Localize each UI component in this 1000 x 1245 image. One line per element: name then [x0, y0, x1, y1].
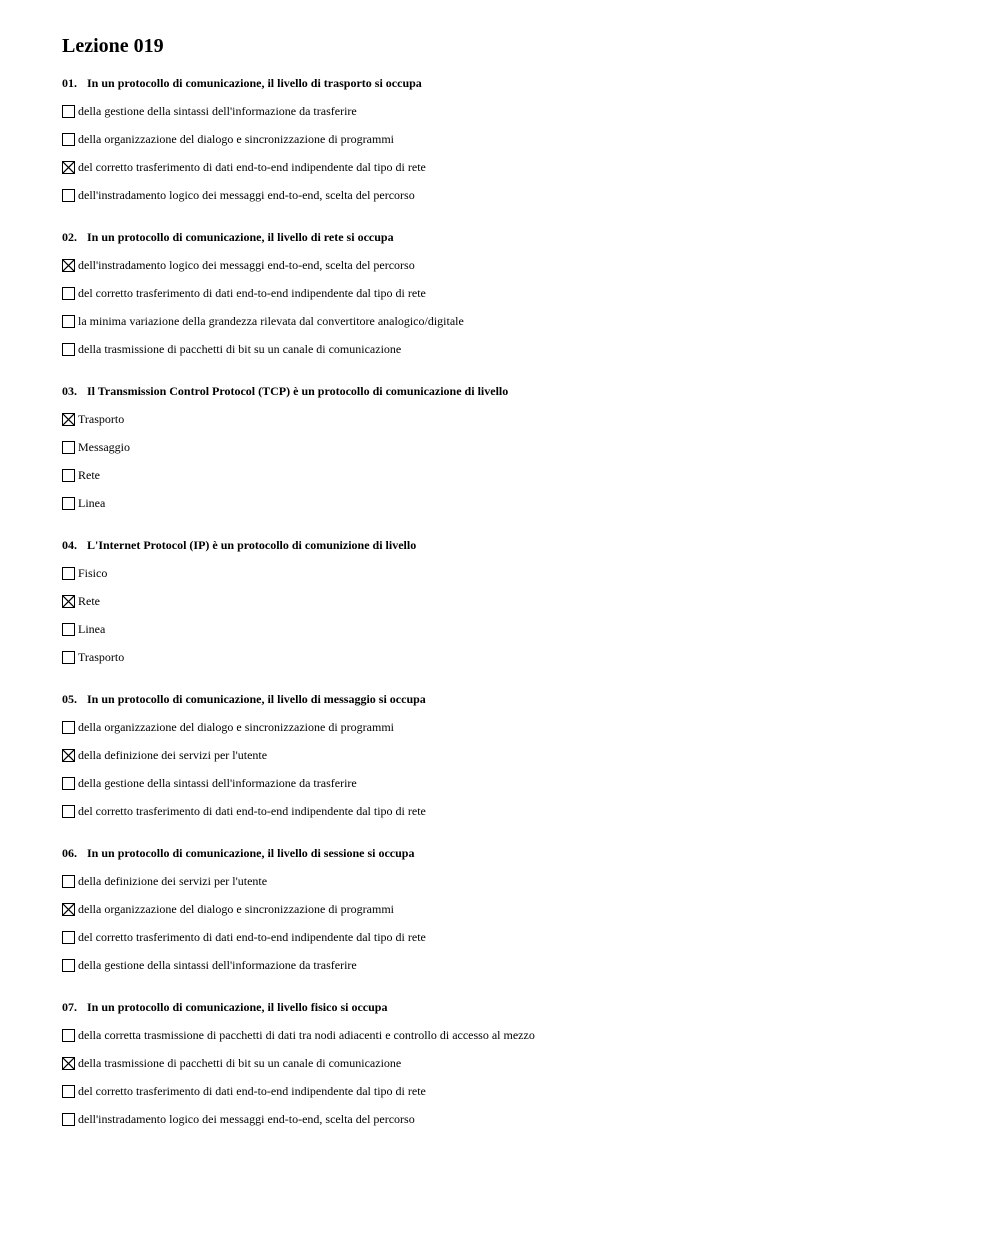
- answer-option[interactable]: [62, 461, 962, 489]
- question-number: 05.: [62, 692, 77, 706]
- answer-option[interactable]: [62, 1021, 962, 1049]
- answer-label: della organizzazione del dialogo e sincronizzazione di programmi: [78, 131, 394, 146]
- question-number: 04.: [62, 538, 77, 552]
- question-gap: [62, 825, 962, 839]
- answer-label: Trasporto: [78, 411, 125, 426]
- question-gap: [62, 363, 962, 377]
- answer-option[interactable]: [62, 97, 962, 125]
- question-number: 02.: [62, 230, 77, 244]
- answer-option[interactable]: [62, 923, 962, 951]
- cross-mark-icon: [63, 1058, 74, 1069]
- question-heading: [62, 531, 962, 559]
- checkbox-unchecked[interactable]: [62, 567, 75, 580]
- checkbox-unchecked[interactable]: [62, 1029, 75, 1042]
- answer-label: della gestione della sintassi dell'informazione da trasferire: [78, 957, 357, 972]
- checkbox-unchecked[interactable]: [62, 497, 75, 510]
- question-3: [62, 377, 962, 517]
- checkbox-unchecked[interactable]: [62, 623, 75, 636]
- checkbox-checked[interactable]: [62, 1057, 75, 1070]
- question-heading: [62, 69, 962, 97]
- answer-option[interactable]: [62, 489, 962, 517]
- checkbox-checked[interactable]: [62, 749, 75, 762]
- answer-option[interactable]: [62, 867, 962, 895]
- question-number: 06.: [62, 846, 77, 860]
- answer-option[interactable]: [62, 643, 962, 671]
- answer-label: della organizzazione del dialogo e sincronizzazione di programmi: [78, 719, 394, 734]
- answer-option[interactable]: [62, 335, 962, 363]
- checkbox-unchecked[interactable]: [62, 441, 75, 454]
- checkbox-unchecked[interactable]: [62, 287, 75, 300]
- checkbox-unchecked[interactable]: [62, 105, 75, 118]
- answer-option[interactable]: [62, 713, 962, 741]
- answer-label: dell'instradamento logico dei messaggi end-to-end, scelta del percorso: [78, 257, 415, 272]
- question-heading: [62, 839, 962, 867]
- answer-label: della gestione della sintassi dell'informazione da trasferire: [78, 103, 357, 118]
- answer-label: del corretto trasferimento di dati end-to-end indipendente dal tipo di rete: [78, 159, 426, 174]
- answer-label: della definizione dei servizi per l'utente: [78, 747, 268, 762]
- checkbox-checked[interactable]: [62, 595, 75, 608]
- question-number: 03.: [62, 384, 77, 398]
- answer-option[interactable]: [62, 587, 962, 615]
- answer-label: del corretto trasferimento di dati end-to-end indipendente dal tipo di rete: [78, 285, 426, 300]
- answer-option[interactable]: [62, 769, 962, 797]
- answer-option[interactable]: [62, 181, 962, 209]
- answer-label: Rete: [78, 467, 100, 482]
- answer-option[interactable]: [62, 895, 962, 923]
- answer-label: Rete: [78, 593, 100, 608]
- answer-label: la minima variazione della grandezza rilevata dal convertitore analogico/digitale: [78, 313, 464, 328]
- answer-label: Messaggio: [78, 439, 130, 454]
- answer-label: Trasporto: [78, 649, 125, 664]
- question-list: [62, 69, 962, 1133]
- question-gap: [62, 517, 962, 531]
- cross-mark-icon: [63, 596, 74, 607]
- checkbox-unchecked[interactable]: [62, 343, 75, 356]
- cross-mark-icon: [63, 750, 74, 761]
- checkbox-unchecked[interactable]: [62, 875, 75, 888]
- question-heading: [62, 685, 962, 713]
- checkbox-unchecked[interactable]: [62, 1085, 75, 1098]
- question-gap: [62, 209, 962, 223]
- question-gap: [62, 671, 962, 685]
- checkbox-unchecked[interactable]: [62, 777, 75, 790]
- checkbox-unchecked[interactable]: [62, 315, 75, 328]
- checkbox-unchecked[interactable]: [62, 931, 75, 944]
- answer-label: della corretta trasmissione di pacchetti di dati tra nodi adiacenti e controllo di accesso al mezzo: [78, 1027, 535, 1042]
- question-2: [62, 223, 962, 363]
- cross-mark-icon: [63, 162, 74, 173]
- question-number: 07.: [62, 1000, 77, 1014]
- cross-mark-icon: [63, 904, 74, 915]
- checkbox-unchecked[interactable]: [62, 133, 75, 146]
- answer-option[interactable]: [62, 1049, 962, 1077]
- checkbox-unchecked[interactable]: [62, 721, 75, 734]
- checkbox-unchecked[interactable]: [62, 651, 75, 664]
- answer-option[interactable]: [62, 307, 962, 335]
- answer-label: dell'instradamento logico dei messaggi end-to-end, scelta del percorso: [78, 1111, 415, 1126]
- answer-label: Linea: [78, 495, 106, 510]
- answer-option[interactable]: [62, 153, 962, 181]
- answer-label: dell'instradamento logico dei messaggi end-to-end, scelta del percorso: [78, 187, 415, 202]
- answer-option[interactable]: [62, 951, 962, 979]
- question-gap: [62, 979, 962, 993]
- checkbox-checked[interactable]: [62, 413, 75, 426]
- question-6: [62, 839, 962, 979]
- checkbox-unchecked[interactable]: [62, 469, 75, 482]
- checkbox-unchecked[interactable]: [62, 1113, 75, 1126]
- question-4: [62, 531, 962, 671]
- answer-option[interactable]: [62, 615, 962, 643]
- page-title: Lezione 019: [62, 35, 164, 57]
- answer-label: della definizione dei servizi per l'utente: [78, 873, 268, 888]
- answer-label: Linea: [78, 621, 106, 636]
- answer-option[interactable]: [62, 741, 962, 769]
- question-heading: [62, 223, 962, 251]
- question-1: [62, 69, 962, 209]
- answer-label: della trasmissione di pacchetti di bit su un canale di comunicazione: [78, 1055, 402, 1070]
- question-text: Il Transmission Control Protocol (TCP) è un protocollo di comunicazione di livello: [87, 384, 509, 398]
- answer-label: della gestione della sintassi dell'informazione da trasferire: [78, 775, 357, 790]
- answer-label: del corretto trasferimento di dati end-to-end indipendente dal tipo di rete: [78, 929, 426, 944]
- answer-label: del corretto trasferimento di dati end-to-end indipendente dal tipo di rete: [78, 803, 426, 818]
- question-7: [62, 993, 962, 1133]
- question-text: L'Internet Protocol (IP) è un protocollo di comunizione di livello: [87, 538, 417, 552]
- checkbox-checked[interactable]: [62, 259, 75, 272]
- checkbox-checked[interactable]: [62, 161, 75, 174]
- checkbox-unchecked[interactable]: [62, 805, 75, 818]
- checkbox-checked[interactable]: [62, 903, 75, 916]
- question-text: In un protocollo di comunicazione, il livello di sessione si occupa: [87, 846, 415, 860]
- answer-option[interactable]: [62, 125, 962, 153]
- answer-option[interactable]: [62, 559, 962, 587]
- question-text: In un protocollo di comunicazione, il livello fisico si occupa: [87, 1000, 388, 1014]
- question-heading: [62, 377, 962, 405]
- title-gap: [62, 59, 962, 69]
- question-5: [62, 685, 962, 825]
- answer-label: della organizzazione del dialogo e sincronizzazione di programmi: [78, 901, 394, 916]
- question-heading: [62, 993, 962, 1021]
- answer-option[interactable]: [62, 1105, 962, 1133]
- answer-label: della trasmissione di pacchetti di bit su un canale di comunicazione: [78, 341, 402, 356]
- document-page: [62, 33, 962, 1133]
- cross-mark-icon: [63, 414, 74, 425]
- question-text: In un protocollo di comunicazione, il livello di trasporto si occupa: [87, 76, 422, 90]
- question-text: In un protocollo di comunicazione, il livello di messaggio si occupa: [87, 692, 426, 706]
- checkbox-unchecked[interactable]: [62, 189, 75, 202]
- question-text: In un protocollo di comunicazione, il livello di rete si occupa: [87, 230, 394, 244]
- answer-option[interactable]: [62, 797, 962, 825]
- answer-option[interactable]: [62, 405, 962, 433]
- answer-option[interactable]: [62, 433, 962, 461]
- cross-mark-icon: [63, 260, 74, 271]
- answer-option[interactable]: [62, 279, 962, 307]
- checkbox-unchecked[interactable]: [62, 959, 75, 972]
- answer-label: Fisico: [78, 565, 108, 580]
- answer-option[interactable]: [62, 251, 962, 279]
- answer-label: del corretto trasferimento di dati end-to-end indipendente dal tipo di rete: [78, 1083, 426, 1098]
- question-number: 01.: [62, 76, 77, 90]
- answer-option[interactable]: [62, 1077, 962, 1105]
